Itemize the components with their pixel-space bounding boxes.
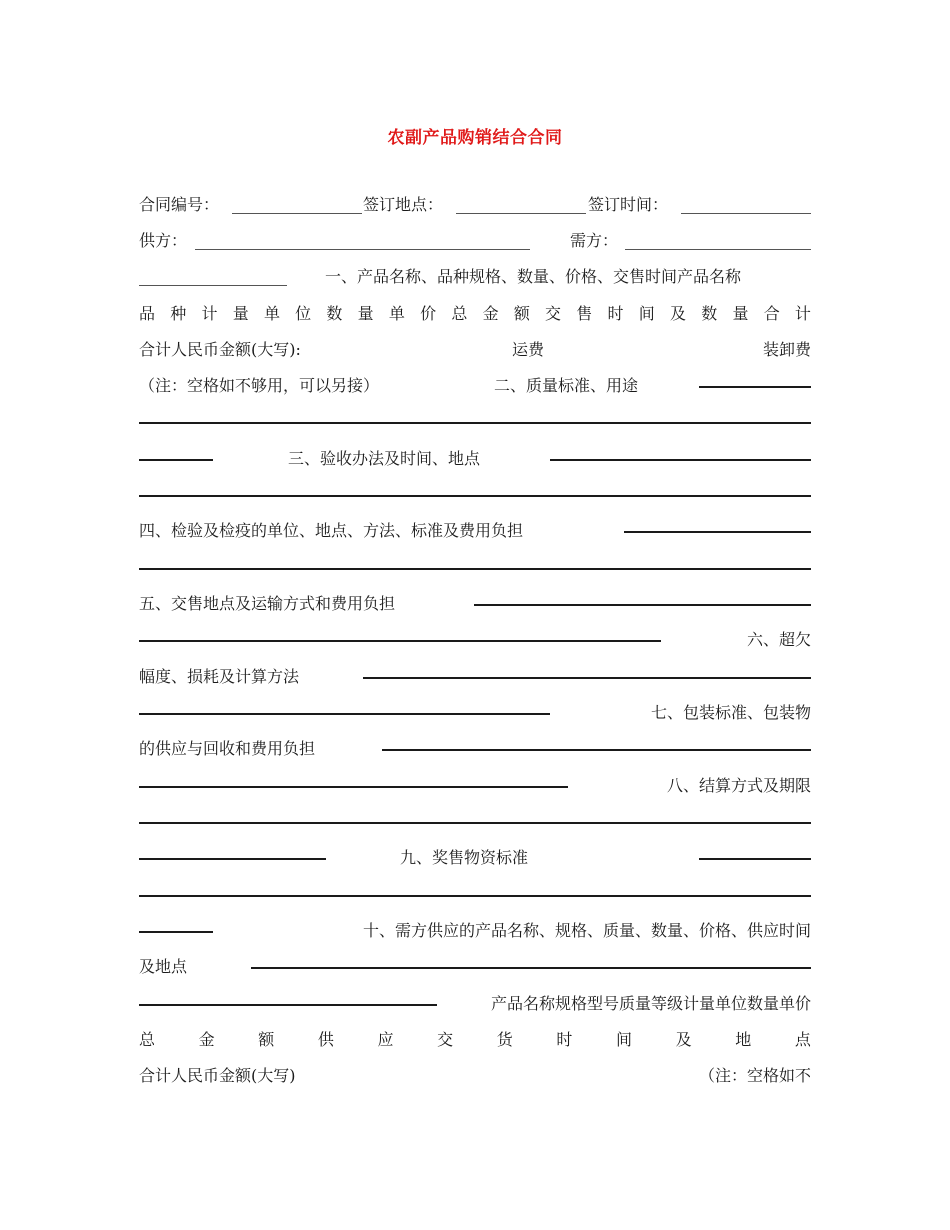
table-header-char: 单 — [388, 304, 405, 323]
total-amount-label: 合计人民币金额(大写) — [139, 1066, 296, 1085]
table-header-char: 及 — [675, 1030, 692, 1049]
table-header-char: 交 — [545, 304, 562, 323]
fill-line[interactable] — [139, 858, 326, 860]
note-text-tail: （注：空格如不 — [698, 1066, 811, 1085]
supplier-field[interactable] — [195, 249, 530, 250]
table-header-char: 位 — [295, 304, 312, 323]
section-10-table-header: 产品名称规格型号质量等级计量单位数量单价 — [490, 994, 811, 1013]
fill-row — [139, 883, 811, 907]
table-header-char: 地 — [735, 1030, 752, 1049]
table-header-char: 应 — [377, 1030, 394, 1049]
table-header-char: 单 — [263, 304, 280, 323]
table-header-char: 供 — [317, 1030, 334, 1049]
section-4-row — [139, 519, 811, 543]
fill-row — [139, 410, 811, 434]
header-row-2 — [139, 229, 811, 253]
table-header-char: 间 — [616, 1030, 633, 1049]
table-header-char: 点 — [794, 1030, 811, 1049]
fill-line[interactable] — [139, 931, 213, 933]
total-amount-label: 合计人民币金额(大写): — [139, 340, 301, 359]
table-header-char: 计 — [794, 304, 811, 323]
fill-line[interactable] — [550, 459, 811, 461]
table-header-char: 数 — [701, 304, 718, 323]
table-header-char: 价 — [420, 304, 437, 323]
section-9-row — [139, 846, 811, 870]
buyer-field[interactable] — [625, 249, 811, 250]
table-header-char: 交 — [437, 1030, 454, 1049]
section-1-total-row — [139, 338, 811, 362]
section-10-table-header-cont — [139, 1028, 811, 1052]
fill-line[interactable] — [139, 422, 811, 424]
contract-no-field[interactable] — [232, 213, 362, 214]
section-3-heading: 三、验收办法及时间、地点 — [288, 449, 481, 468]
section-7-heading: 七、包装标准、包装物 — [650, 703, 811, 722]
fill-line[interactable] — [382, 749, 811, 751]
table-header-char: 售 — [576, 304, 593, 323]
table-header-char: 总 — [451, 304, 468, 323]
section-4-heading: 四、检验及检疫的单位、地点、方法、标准及费用负担 — [139, 521, 524, 540]
section-2-heading: 二、质量标准、用途 — [494, 376, 639, 395]
table-header-char: 金 — [482, 304, 499, 323]
sign-time-label: 签订时间： — [588, 195, 669, 214]
sign-time-field[interactable] — [681, 213, 811, 214]
table-header-char: 时 — [556, 1030, 573, 1049]
fill-line[interactable] — [139, 822, 811, 824]
table-header-char: 量 — [732, 304, 749, 323]
fill-line[interactable] — [699, 858, 811, 860]
table-header-char: 货 — [496, 1030, 513, 1049]
table-header-char: 计 — [201, 304, 218, 323]
section-1-row — [139, 265, 811, 289]
section-3-row — [139, 447, 811, 471]
table-header-char: 及 — [669, 304, 686, 323]
table-header-char: 量 — [357, 304, 374, 323]
header-row-1 — [139, 193, 811, 217]
table-header-char: 合 — [763, 304, 780, 323]
section-10-row-cont — [139, 955, 811, 979]
section-1-table-header — [139, 302, 811, 326]
section-6-heading: 六、超欠 — [746, 630, 811, 649]
sign-place-field[interactable] — [456, 213, 586, 214]
section-7-heading-cont: 的供应与回收和费用负担 — [139, 739, 316, 758]
supplier-label: 供方： — [139, 231, 188, 250]
section-2-row — [139, 374, 811, 398]
fill-line[interactable] — [139, 568, 811, 570]
fill-row — [139, 556, 811, 580]
fill-row — [139, 483, 811, 507]
fill-line[interactable] — [474, 604, 811, 606]
table-header-char: 量 — [232, 304, 249, 323]
table-header-char: 总 — [139, 1030, 156, 1049]
section-6-row-cont — [139, 665, 811, 689]
section-10-total-row — [139, 1064, 811, 1088]
table-header-char: 品 — [139, 304, 156, 323]
fill-line[interactable] — [139, 786, 568, 788]
section-6-row — [139, 628, 811, 652]
section-6-heading-cont: 幅度、损耗及计算方法 — [139, 667, 300, 686]
freight-label: 运费 — [512, 340, 545, 359]
table-header-char: 金 — [198, 1030, 215, 1049]
blank-field[interactable] — [139, 285, 287, 286]
fill-row — [139, 810, 811, 834]
section-8-heading: 八、结算方式及期限 — [666, 776, 811, 795]
fill-line[interactable] — [251, 967, 811, 969]
fill-line[interactable] — [624, 531, 811, 533]
section-9-heading: 九、奖售物资标准 — [400, 848, 529, 867]
contract-no-label: 合同编号： — [139, 195, 220, 214]
section-10-heading: 十、需方供应的产品名称、规格、质量、数量、价格、供应时间 — [362, 921, 811, 940]
section-8-row — [139, 774, 811, 798]
table-header-char: 额 — [513, 304, 530, 323]
fill-line[interactable] — [139, 459, 213, 461]
fill-line[interactable] — [139, 495, 811, 497]
section-5-row — [139, 592, 811, 616]
loading-fee-label: 装卸费 — [762, 340, 811, 359]
table-header-char: 数 — [326, 304, 343, 323]
fill-line[interactable] — [139, 640, 661, 642]
fill-line[interactable] — [139, 713, 550, 715]
section-7-row-cont — [139, 737, 811, 761]
section-10-heading-cont: 及地点 — [139, 957, 188, 976]
page-title: 农副产品购销结合合同 — [387, 128, 563, 148]
fill-line[interactable] — [699, 386, 811, 388]
section-10-table-header-row — [139, 992, 811, 1016]
fill-line[interactable] — [363, 677, 811, 679]
table-header-char: 时 — [607, 304, 624, 323]
table-header-char: 间 — [638, 304, 655, 323]
section-7-row — [139, 701, 811, 725]
table-header-char: 种 — [170, 304, 187, 323]
note-text: （注：空格如不够用，可以另接） — [139, 376, 380, 395]
section-1-heading: 一、产品名称、品种规格、数量、价格、交售时间产品名称 — [325, 267, 742, 286]
section-5-heading: 五、交售地点及运输方式和费用负担 — [139, 594, 396, 613]
table-header-char: 额 — [258, 1030, 275, 1049]
buyer-label: 需方： — [570, 231, 619, 250]
fill-line[interactable] — [139, 895, 811, 897]
fill-line[interactable] — [139, 1004, 437, 1006]
section-10-row — [139, 919, 811, 943]
sign-place-label: 签订地点： — [363, 195, 444, 214]
